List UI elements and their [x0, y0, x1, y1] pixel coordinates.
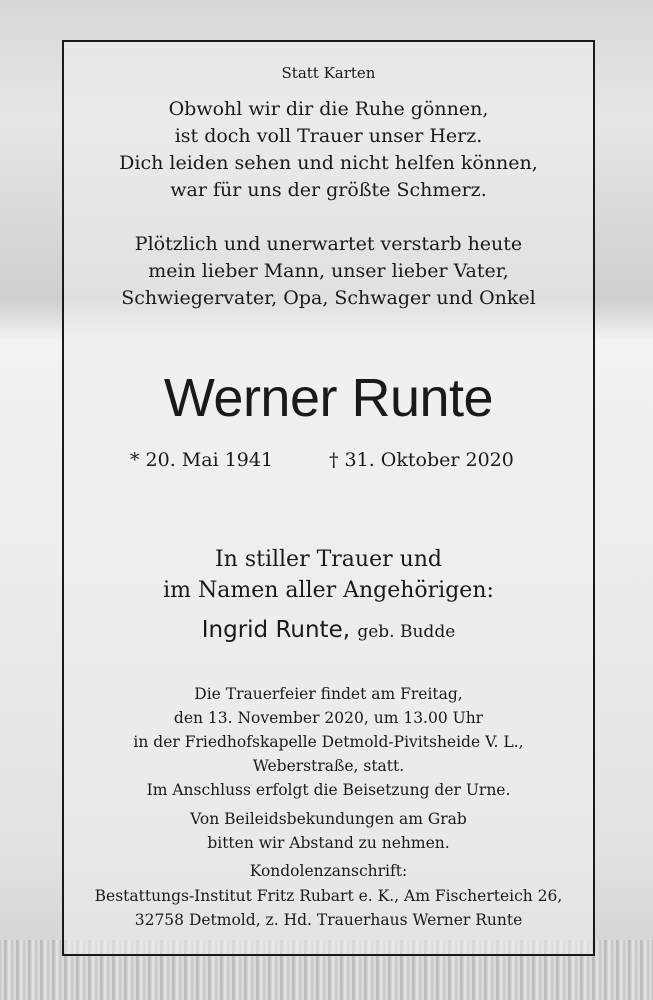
- poem-line: ist doch voll Trauer unser Herz.: [174, 125, 483, 147]
- signer: [64, 617, 593, 643]
- poem-line: Obwohl wir dir die Ruhe gönnen,: [168, 98, 489, 120]
- poem-line: Dich leiden sehen und nicht helfen können,: [119, 152, 538, 174]
- address-line: 32758 Detmold, z. Hd. Trauerhaus Werner Runte: [134, 911, 523, 929]
- mourning-line: im Namen aller Angehörigen:: [163, 578, 494, 603]
- ceremony-line: Weberstraße, statt.: [252, 757, 405, 775]
- announcement-line: Schwiegervater, Opa, Schwager und Onkel: [121, 287, 536, 309]
- signer-birth-name: geb. Budde: [357, 622, 456, 642]
- obituary-card: [62, 40, 595, 956]
- ceremony-line: den 13. November 2020, um 13.00 Uhr: [173, 709, 484, 727]
- ceremony-line: Die Trauerfeier findet am Freitag,: [194, 685, 463, 703]
- condolence-note-line: Von Beileidsbekundungen am Grab: [190, 810, 467, 828]
- deceased-name: Werner Runte: [163, 368, 494, 428]
- address-line: Bestattungs-Institut Fritz Rubart e. K., Am Fischerteich 26,: [94, 887, 563, 905]
- ceremony-line: in der Friedhofskapelle Detmold-Pivitsheide V. L.,: [133, 733, 524, 751]
- address-label: Kondolenzanschrift:: [249, 862, 408, 880]
- mourning-line: In stiller Trauer und: [214, 547, 443, 572]
- header-text: Statt Karten: [281, 64, 376, 82]
- announcement-line: mein lieber Mann, unser lieber Vater,: [148, 260, 509, 282]
- ceremony-line: Im Anschluss erfolgt die Beisetzung der Urne.: [146, 781, 511, 799]
- condolence-note-line: bitten wir Abstand zu nehmen.: [207, 834, 450, 852]
- signer-name: Ingrid Runte,: [201, 617, 351, 643]
- death-date: † 31. Oktober 2020: [329, 449, 514, 471]
- announcement-line: Plötzlich und unerwartet verstarb heute: [134, 233, 523, 255]
- poem-line: war für uns der größte Schmerz.: [170, 179, 487, 201]
- birth-date: * 20. Mai 1941: [130, 449, 274, 471]
